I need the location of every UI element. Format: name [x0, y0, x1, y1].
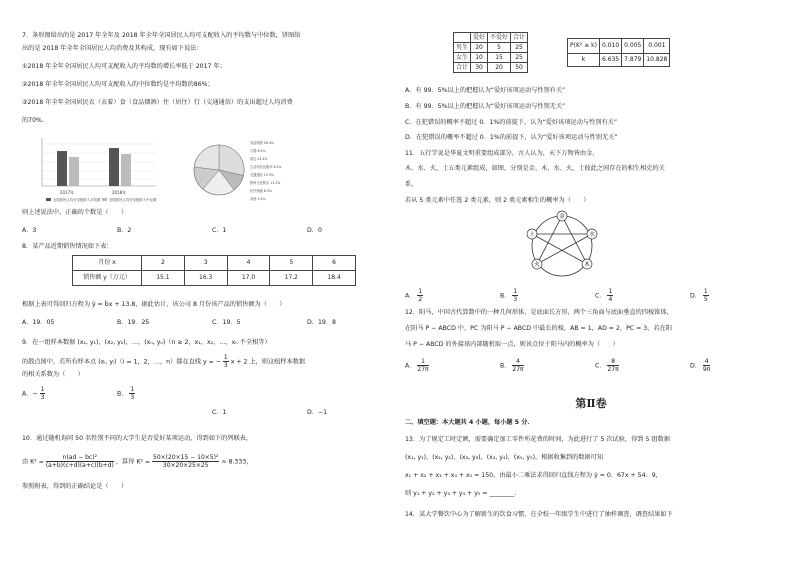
option-label: A．	[405, 362, 416, 370]
bar-label-2017: 2017年	[60, 190, 75, 195]
q9-option-a	[22, 386, 45, 401]
q8-option-d: D．19．8	[307, 319, 336, 326]
element-water: 水	[589, 232, 595, 238]
q10-k2-result: ≈ 8.333，	[221, 458, 253, 466]
table-cell: 男生	[454, 43, 471, 53]
fraction-denominator: 4	[608, 296, 613, 303]
fraction-numerator: 1	[513, 288, 518, 295]
q10-k2-computed-label: ，算得 K² =	[115, 458, 151, 466]
table-cell: 20	[471, 43, 488, 53]
contingency-table	[453, 32, 528, 73]
option-fraction	[512, 288, 518, 303]
q9-option-a-label: A．−	[22, 390, 38, 398]
q10-k2-value-fraction	[152, 454, 219, 469]
q8-stem: 8．某产品近期销售情况如下表：	[22, 243, 113, 250]
q8-option-c: C．19．5	[212, 319, 241, 326]
q9-option-a-fraction	[40, 386, 46, 401]
q8-table	[72, 255, 356, 286]
q10-option-a: A．有 99．5%以上的把握认为“爱好该项运动与性别有关”	[405, 87, 566, 94]
q10-option-d: D．在犯错误的概率不超过 0．1%的前提下，认为“爱好该项运动与性别无关”	[405, 134, 618, 141]
fraction-numerator: 4	[512, 358, 523, 366]
fraction-numerator: 4	[704, 358, 709, 365]
legend-median: 全国居民人均可支配收入中位数	[109, 198, 157, 202]
fraction-denominator: 2	[418, 296, 423, 303]
table-cell: 30	[471, 63, 488, 73]
q7-line2: 出的是 2018 年全年全国居民人均消费及其构成，现有如下说法：	[22, 45, 203, 52]
q8-table-row	[73, 256, 356, 271]
table-cell	[454, 33, 471, 43]
option-fraction	[417, 288, 423, 303]
q8-cell: 6	[313, 256, 356, 271]
five-elements-diagram	[517, 206, 607, 284]
q7-statement-3b: 的70%.	[22, 117, 44, 124]
fraction-numerator: 1	[703, 288, 708, 295]
option-fraction	[607, 358, 618, 373]
q14-line1: 14．某大学餐饮中心为了解新生的饮食习惯，在全校一年级学生中进行了抽样调查，调查结果如下	[405, 511, 673, 518]
table-cell: 0.005	[622, 39, 644, 54]
fraction-numerator: 1	[223, 354, 228, 361]
q13-line1: 13．为了规定工时定额，需要确定加工零件所花费的时间，为此进行了 5 次试验，得到 5 组数据	[405, 436, 670, 443]
q10-line3: 参照附表，得到的正确结论是（ ）	[22, 483, 128, 490]
table-cell: 7.879	[622, 54, 644, 67]
q7-option-c: C．1	[212, 227, 227, 234]
legend-swatch-mean	[46, 198, 51, 201]
fraction-numerator: 50×(20×15 − 10×5)²	[153, 454, 219, 461]
table-cell: 25	[511, 53, 528, 63]
element-fire: 火	[534, 262, 540, 268]
q8-cell: 17.2	[270, 271, 313, 286]
table-cell: 不爱好	[488, 33, 511, 43]
fraction-denominator: 3	[130, 394, 135, 401]
pie-chart	[194, 145, 244, 195]
q9-option-d: D．−1	[307, 409, 328, 416]
q10-formula	[22, 454, 252, 469]
q7-chart-svg	[24, 134, 314, 206]
fraction-denominator: 27π	[512, 366, 524, 373]
fraction-numerator: 1	[130, 386, 135, 393]
q8-cell: 销售额 y（万元）	[73, 271, 142, 286]
fraction-numerator: 1	[417, 358, 428, 366]
q7-figure	[24, 134, 314, 206]
q7-statement-2: ②2018 年全年全国居民人均可支配收入的中位数约是平均数的86%；	[22, 81, 214, 88]
option-label: B．	[500, 292, 511, 300]
fraction-numerator: 1	[608, 288, 613, 295]
q9-line2-b: x + 2 上，则这组样本数据	[230, 358, 306, 366]
q12-line2: 在阳马 P − ABCD 中，PC 为阳马 P − ABCD 中最长的棱，AB = 1，AD = 2，PC = 3，若在阳	[405, 325, 672, 332]
bar-2017-median	[69, 157, 79, 186]
legend-swatch-median	[102, 198, 107, 201]
pie-label-5: 交通通信 13.5%	[250, 173, 274, 177]
option-label: D．	[690, 292, 701, 300]
q11-option-a	[405, 288, 423, 303]
table-cell: 0.001	[644, 39, 670, 54]
q8-cell: 2	[142, 256, 185, 271]
q7-ask: 则上述说法中，正确的个数是（ ）	[22, 209, 128, 216]
q9-line2	[22, 354, 305, 369]
fraction-denominator: 30×20×25×25	[162, 462, 209, 469]
table-cell: 15	[488, 53, 511, 63]
q13-line4: 则 y₁ + y₂ + y₃ + y₄ + y₅ = ________.	[405, 490, 517, 497]
table-cell: 合计	[511, 33, 528, 43]
fraction-numerator: n(ad − bc)²	[46, 454, 114, 462]
q8-cell: 18.4	[313, 271, 356, 286]
q7-statement-1: ①2018 年全年全国居民人均可支配收入的平均数的增长率低于 2017 年；	[22, 63, 226, 70]
option-label: C．	[595, 292, 606, 300]
q10-k2-fraction	[46, 454, 114, 469]
q12-option-b	[500, 358, 524, 373]
fraction-numerator: 1	[418, 288, 423, 295]
table-row	[454, 43, 528, 53]
section-two-heading: 二、填空题：本大题共 4 小题，每小题 5 分．	[405, 419, 534, 426]
q11-option-b	[500, 288, 518, 303]
q11-line4: 若从 5 类元素中任选 2 类元素，则 2 类元素相生的概率为（ ）	[405, 197, 590, 204]
q9-option-c: C．1	[212, 409, 227, 416]
table-cell: 女生	[454, 53, 471, 63]
legend-mean: 全国居民人均可支配收入平均数	[53, 198, 101, 202]
q7-option-d: D．0	[307, 227, 322, 234]
bar-2017-mean	[57, 151, 67, 186]
q8-cell: 4	[227, 256, 270, 271]
bar-chart	[42, 138, 157, 202]
table-cell: k	[568, 54, 600, 67]
five-elements-svg	[517, 206, 607, 284]
option-label: D．	[690, 362, 701, 370]
q12-line3: 马 P − ABCD 的外接球内部随机取一点，则该点位于阳马内的概率为（ ）	[405, 341, 619, 348]
table-cell: 爱好	[471, 33, 488, 43]
q8-option-a: A．19．05	[22, 319, 55, 326]
pie-label-7: 医疗保健 8.5%	[250, 189, 272, 193]
option-fraction	[703, 358, 710, 373]
q8-table-row	[73, 271, 356, 286]
q9-option-b	[117, 386, 135, 401]
q12-line1: 12．阳马，中国古代算数中的一种几何形体，是底面长方形，两个三角面与底面垂直的四棱锥体，	[405, 309, 673, 316]
table-row	[454, 33, 528, 43]
q9-line2-a: 的散点图中，若所有样本点 (xᵢ, yᵢ)（i = 1，2，…，n）都在直线 y = −	[22, 358, 221, 366]
table-cell: 10	[471, 53, 488, 63]
fraction-denominator: 3	[223, 362, 228, 369]
pie-label-3: 居住 23.4%	[250, 157, 268, 161]
table-cell: 5	[488, 43, 511, 53]
q8-cell: 3	[184, 256, 227, 271]
bar-2018-median	[121, 154, 131, 186]
option-label: C．	[595, 362, 606, 370]
table-row	[568, 39, 670, 54]
fraction-denominator: 3	[513, 296, 518, 303]
table-cell: P(K² ≥ k)	[568, 39, 600, 54]
pie-label-1: 食品烟酒 28.4%	[250, 141, 274, 145]
q7-line1: 7．条形图给出的是 2017 年全年及 2018 年全年全国居民人均可支配收入的平均数与中位数，饼图给	[22, 32, 301, 39]
part-two-title: 第Ⅱ卷	[575, 397, 607, 410]
table-cell: 6.635	[599, 54, 621, 67]
element-wood: 木	[584, 262, 590, 268]
q8-cell: 17.0	[227, 271, 270, 286]
table-row	[568, 54, 670, 67]
fraction-denominator: 9π	[702, 366, 711, 373]
pie-label-2: 衣着 6.5%	[250, 149, 266, 153]
q8-option-b: B．19．25	[117, 319, 150, 326]
q9-option-b-fraction	[129, 386, 135, 401]
table-cell: 10.828	[644, 54, 670, 67]
fraction-denominator: 27π	[417, 366, 429, 373]
q8-cell: 月份 x	[73, 256, 142, 271]
q12-option-d	[690, 358, 710, 373]
q13-line3: x₁ + x₂ + x₃ + x₄ + x₅ = 150，由最小二乘法求得回归直线方程为 ŷ = 0．67x + 54．9，	[405, 472, 662, 479]
option-fraction	[607, 288, 613, 303]
q7-option-b: B．2	[117, 227, 132, 234]
q10-k2-label: 由 K² =	[22, 458, 44, 466]
pie-label-4: 生活用品及服务 6.2%	[250, 165, 282, 169]
option-label: A．	[405, 292, 416, 300]
pie-label-6: 教育文化娱乐 11.2%	[250, 181, 281, 185]
fraction-numerator: 1	[40, 386, 45, 393]
pie-label-8: 其他 2.4%	[250, 197, 266, 201]
q10-line1: 10．通过随机询问 50 名性别不同的大学生是否爱好某项运动，得到如下的列联表，	[22, 435, 253, 442]
q9-line3: 的相关系数为（ ）	[22, 371, 84, 378]
q8-cell: 16.3	[184, 271, 227, 286]
q9-option-b-label: B．	[117, 390, 128, 398]
q8-cell: 15.1	[142, 271, 185, 286]
table-cell: 0.010	[599, 39, 621, 54]
fraction-numerator: 8	[607, 358, 618, 366]
option-label: B．	[500, 362, 511, 370]
q11-line2: 木、水、火、土五类元素组成，如图，分别是金、木、水、火、土彼此之间存在的相生相克的关	[405, 165, 665, 172]
bar-2018-mean	[109, 148, 119, 186]
table-row	[454, 63, 528, 73]
table-cell: 25	[511, 43, 528, 53]
q7-statement-3: ③2018 年全年全国居民衣（衣着）食（食品烟酒）住（居住）行（交通通信）的支出超过人均消费	[22, 99, 293, 106]
fraction-denominator: 5	[703, 296, 708, 303]
q9-line2-fraction	[223, 354, 229, 369]
element-metal: 金	[559, 214, 565, 220]
q13-line2: (x₁, y₁)，(x₂, y₂)，(x₃, y₃)，(x₄, y₄)，(x₅, y₅)，根据收集到的数据可知	[405, 454, 604, 461]
option-fraction	[512, 358, 523, 373]
fraction-denominator: 3	[40, 394, 45, 401]
q9-line1: 9．在一组样本数据 (x₁, y₁)，(x₂, y₂)，…，(xₙ, yₙ)（n ≥ 2，x₁，x₂，…，xₙ 不全相等）	[22, 339, 271, 346]
q10-option-c: C．在犯错误的概率不超过 0．1%的前提下，认为“爱好该项运动与性别有关”	[405, 119, 618, 126]
q11-line1: 11．五行学说是华夏文明重要组成部分，古人认为，天下万物皆由金、	[405, 150, 599, 157]
critical-value-table	[567, 38, 670, 67]
fraction-denominator: (a+b)(c+d)(a+c)(b+d)	[45, 462, 114, 469]
element-earth: 土	[529, 232, 535, 238]
q8-cell: 5	[270, 256, 313, 271]
q12-option-a	[405, 358, 429, 373]
q8-line1: 根据上表可得回归方程为 ŷ = b̂x + 13.8，据此估计，该公司 8 月份该产品的销售额为（ ）	[22, 301, 286, 308]
fraction-denominator: 27π	[607, 366, 619, 373]
option-fraction	[417, 358, 428, 373]
q7-option-a: A．3	[22, 227, 37, 234]
q11-line3: 系，	[405, 181, 418, 188]
bar-label-2018: 2018年	[112, 190, 127, 195]
q12-option-c	[595, 358, 619, 373]
table-cell: 50	[511, 63, 528, 73]
option-fraction	[703, 288, 709, 303]
q11-option-d	[690, 288, 709, 303]
table-cell: 20	[488, 63, 511, 73]
table-row	[454, 53, 528, 63]
table-cell: 合计	[454, 63, 471, 73]
q10-option-b: B．有 99．5%以上的把握认为“爱好该项运动与性别无关”	[405, 103, 566, 110]
q11-option-c	[595, 288, 613, 303]
